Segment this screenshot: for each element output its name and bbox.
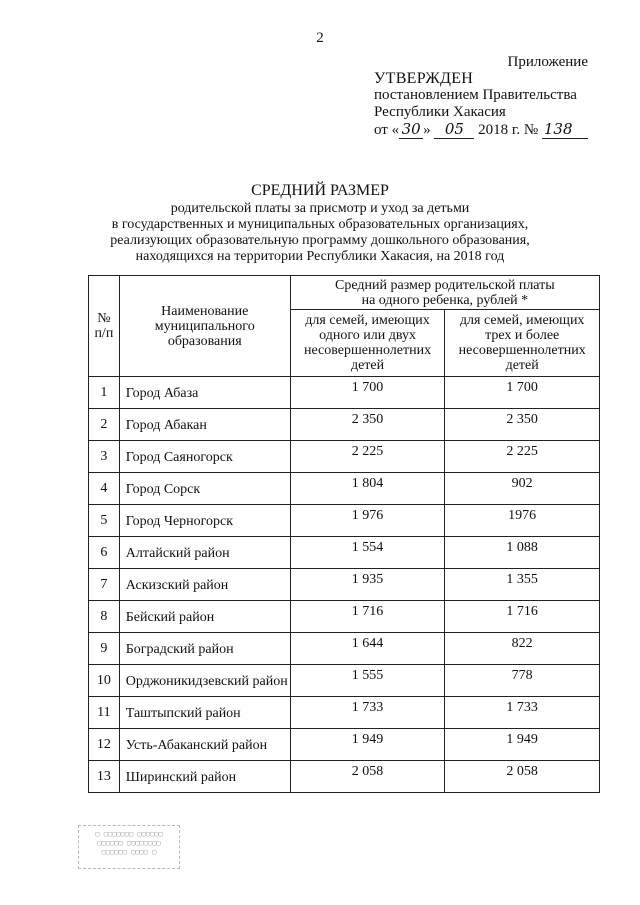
fee-one-two-children: 2 058 <box>290 761 445 793</box>
approval-day: 30 <box>399 121 423 139</box>
table-row <box>89 537 600 569</box>
fee-one-two-children: 1 700 <box>290 377 445 409</box>
fee-three-plus-children: 1 355 <box>445 569 600 601</box>
approval-year-text: 2018 г. № <box>478 122 539 138</box>
table-row <box>89 697 600 729</box>
fee-one-two-children: 1 716 <box>290 601 445 633</box>
fees-table-body <box>89 377 600 793</box>
fee-one-two-children: 1 976 <box>290 505 445 537</box>
approval-block <box>374 70 614 139</box>
municipality-name: Город Абакан <box>119 409 290 441</box>
approval-date-line <box>374 121 614 139</box>
appendix-label: Приложение <box>507 54 588 70</box>
header-number <box>89 276 120 377</box>
fee-three-plus-children: 2 225 <box>445 441 600 473</box>
row-number: 4 <box>89 473 120 505</box>
fee-one-two-children: 2 225 <box>290 441 445 473</box>
table-row <box>89 601 600 633</box>
row-number: 8 <box>89 601 120 633</box>
document-subtitle <box>80 201 560 265</box>
row-number: 5 <box>89 505 120 537</box>
table-row <box>89 633 600 665</box>
row-number: 10 <box>89 665 120 697</box>
fees-table <box>88 275 600 793</box>
header-one-two-children-text: для семей, имеющих одного или двух несовершеннолетних детей <box>303 313 432 373</box>
table-row <box>89 409 600 441</box>
header-name <box>119 276 290 377</box>
row-number: 12 <box>89 729 120 761</box>
subtitle-line: реализующих образовательную программу дошкольного образования, <box>110 233 530 248</box>
fee-three-plus-children: 902 <box>445 473 600 505</box>
fee-three-plus-children: 822 <box>445 633 600 665</box>
fee-three-plus-children: 1 088 <box>445 537 600 569</box>
faded-stamp: ▢ ▢▢▢▢▢▢▢ ▢▢▢▢▢▢ ▢▢▢▢▢▢ ▢▢▢▢▢▢▢▢ ▢▢▢▢▢▢ ▢▢▢▢ ▢ <box>78 825 180 869</box>
header-three-plus-children-text: для семей, имеющих трех и более несовершеннолетних детей <box>458 313 586 373</box>
date-prefix: от « <box>374 122 400 138</box>
header-name-text: Наименование муниципального образования <box>154 303 255 349</box>
row-number: 7 <box>89 569 120 601</box>
fee-one-two-children: 1 554 <box>290 537 445 569</box>
municipality-name: Орджоникидзевский район <box>119 665 290 697</box>
header-three-plus-children <box>445 310 600 377</box>
header-number-text: № п/п <box>94 311 114 341</box>
fee-three-plus-children: 1 733 <box>445 697 600 729</box>
fee-three-plus-children: 778 <box>445 665 600 697</box>
table-row <box>89 377 600 409</box>
row-number: 9 <box>89 633 120 665</box>
approved-by-line1: постановлением Правительства <box>374 87 577 103</box>
fee-one-two-children: 1 555 <box>290 665 445 697</box>
approval-month: 05 <box>434 121 474 139</box>
fee-one-two-children: 2 350 <box>290 409 445 441</box>
row-number: 2 <box>89 409 120 441</box>
table-row <box>89 665 600 697</box>
subtitle-line: находящихся на территории Республики Хакасия, на 2018 год <box>135 249 505 264</box>
municipality-name: Город Сорск <box>119 473 290 505</box>
subtitle-line: в государственных и муниципальных образовательных организациях, <box>111 217 529 232</box>
municipality-name: Город Абаза <box>119 377 290 409</box>
row-number: 6 <box>89 537 120 569</box>
table-row <box>89 729 600 761</box>
table-row <box>89 569 600 601</box>
municipality-name: Алтайский район <box>119 537 290 569</box>
header-average-fee-text: Средний размер родительской платы на одного ребенка, рублей * <box>335 277 555 308</box>
fee-three-plus-children: 1 716 <box>445 601 600 633</box>
municipality-name: Город Черногорск <box>119 505 290 537</box>
municipality-name: Город Саяногорск <box>119 441 290 473</box>
row-number: 11 <box>89 697 120 729</box>
municipality-name: Аскизский район <box>119 569 290 601</box>
row-number: 3 <box>89 441 120 473</box>
subtitle-line: родительской платы за присмотр и уход за детьми <box>170 201 470 216</box>
table-row <box>89 505 600 537</box>
header-one-two-children <box>290 310 445 377</box>
municipality-name: Усть-Абаканский район <box>119 729 290 761</box>
approved-by-line2: Республики Хакасия <box>374 104 506 120</box>
municipality-name: Боградский район <box>119 633 290 665</box>
fee-one-two-children: 1 644 <box>290 633 445 665</box>
page-number: 2 <box>316 30 324 46</box>
fee-one-two-children: 1 935 <box>290 569 445 601</box>
header-average-fee <box>290 276 599 310</box>
row-number: 13 <box>89 761 120 793</box>
table-row <box>89 761 600 793</box>
fee-three-plus-children: 2 058 <box>445 761 600 793</box>
table-row <box>89 441 600 473</box>
fee-one-two-children: 1 733 <box>290 697 445 729</box>
fee-one-two-children: 1 949 <box>290 729 445 761</box>
fee-three-plus-children: 1976 <box>445 505 600 537</box>
municipality-name: Бейский район <box>119 601 290 633</box>
approval-number: 138 <box>542 121 588 139</box>
fee-three-plus-children: 2 350 <box>445 409 600 441</box>
municipality-name: Таштыпский район <box>119 697 290 729</box>
date-mid: » <box>423 122 431 138</box>
fee-three-plus-children: 1 949 <box>445 729 600 761</box>
document-title: СРЕДНИЙ РАЗМЕР <box>251 182 389 199</box>
fee-one-two-children: 1 804 <box>290 473 445 505</box>
approved-heading: УТВЕРЖДЕН <box>374 70 474 87</box>
table-row <box>89 473 600 505</box>
fee-three-plus-children: 1 700 <box>445 377 600 409</box>
municipality-name: Ширинский район <box>119 761 290 793</box>
row-number: 1 <box>89 377 120 409</box>
